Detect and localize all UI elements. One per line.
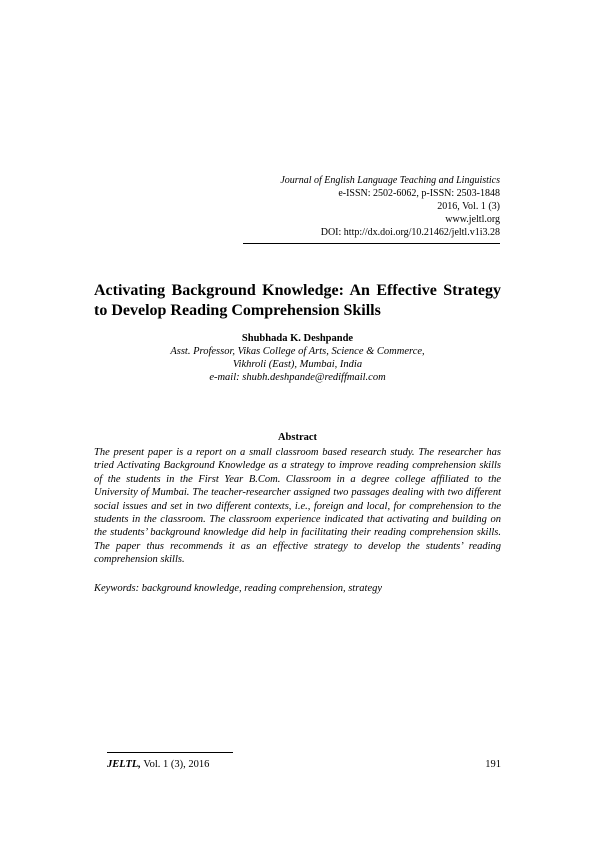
header-divider <box>243 243 500 244</box>
footer-citation <box>107 758 209 771</box>
author-name: Shubhada K. Deshpande <box>241 333 354 344</box>
author-location: Vikhroli (East), Mumbai, India <box>232 359 363 370</box>
journal-website[interactable]: www.jeltl.org <box>445 214 500 225</box>
keywords-label: Keywords: <box>94 583 140 594</box>
keywords-text: background knowledge, reading comprehension, strategy <box>139 583 383 594</box>
abstract-heading: Abstract <box>277 432 318 443</box>
author-position: Asst. Professor, Vikas College of Arts, Science & Commerce, <box>170 346 425 357</box>
keywords <box>94 582 501 595</box>
author-block <box>94 332 501 384</box>
journal-name: Journal of English Language Teaching and Linguistics <box>280 175 500 186</box>
volume-info: 2016, Vol. 1 (3) <box>437 201 500 212</box>
issn: e-ISSN: 2502-6062, p-ISSN: 2503-1848 <box>338 188 500 199</box>
footer-journal-abbr: JELTL, <box>107 759 141 770</box>
article-title: Activating Background Knowledge: An Effective Strategy to Develop Reading Comprehension Skills <box>94 282 501 319</box>
author-email[interactable]: e-mail: shubh.deshpande@rediffmail.com <box>209 372 386 383</box>
footer-issue: Vol. 1 (3), 2016 <box>140 759 210 770</box>
abstract-text: The present paper is a report on a small classroom based research study. The researcher has tried Activating Background Knowledge as a strategy to improve reading comprehension skills of the students in the First Year B.Com. Classroom in a degree college affiliated to the University of Mumbai. The teacher-researcher assigned two passages dealing with two different social issues and set in two different contexts, i.e., foreign and local, for comprehension to the students in the classroom. The classroom experience indicated that activating and building on the students’ background knowledge did help in facilitating their reading comprehension skills. The paper thus recommends it as an effective strategy to develop the students’ reading comprehension skills. <box>94 447 501 566</box>
footer-divider <box>107 752 233 753</box>
doi[interactable]: DOI: http://dx.doi.org/10.21462/jeltl.v1i3.28 <box>320 227 500 238</box>
journal-header <box>180 174 500 239</box>
page-number: 191 <box>485 759 501 770</box>
